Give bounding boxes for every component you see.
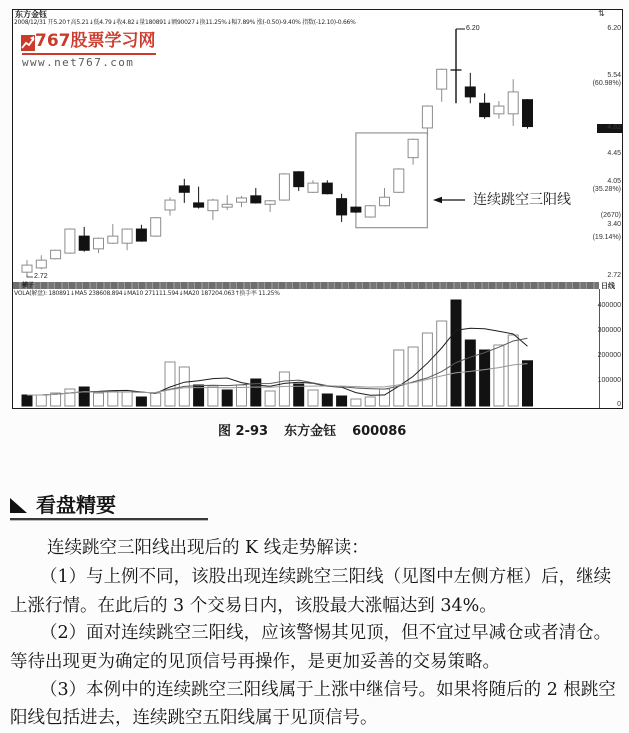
- volume-axis-label: 0: [617, 401, 621, 408]
- caption-stock-name: 东方金钰: [284, 424, 337, 439]
- current-price-marker: 4.82: [597, 124, 622, 133]
- low-price-label: 2.72: [34, 273, 48, 280]
- price-axis-pct-label: (35.28%): [592, 186, 621, 193]
- body-text-line: （2）面对连续跳空三阳线，应该警惕其见顶，但不宜过早减仓或者清仓。: [40, 623, 612, 643]
- stock-name: 东方金钰: [15, 10, 47, 19]
- body-text-line: 等待出现更为确定的见顶信号再操作，是更加妥善的交易策略。: [10, 652, 500, 672]
- chart-frame: [12, 9, 623, 409]
- volume-axis-label: 400000: [597, 302, 621, 309]
- volume-axis-label: 300000: [597, 327, 621, 334]
- body-text-line: 连续跳空三阳线出现后的 K 线走势解读：: [47, 538, 369, 558]
- price-axis-label: 2.72: [607, 272, 621, 279]
- body-text-line: 阳线包括进去，连续跳空五阳线属于见顶信号。: [10, 708, 378, 728]
- price-axis-label: 6.20: [607, 25, 621, 32]
- watermark-url: www.net767.com: [22, 56, 135, 69]
- figure-number: 图 2-93: [218, 424, 269, 439]
- price-axis-label: 3.40: [607, 221, 621, 228]
- watermark-brand: 767股票学习网: [35, 31, 156, 51]
- volume-axis-label: 100000: [597, 377, 621, 384]
- volume-axis-label: 200000: [597, 352, 621, 359]
- panel-separator-band: [13, 282, 599, 289]
- caption-stock-code: 600086: [352, 424, 407, 439]
- figure-caption: [218, 424, 406, 440]
- section-title: 看盘精要: [36, 493, 116, 517]
- watermark-rule: [22, 53, 156, 55]
- price-axis-label: 5.54: [607, 72, 621, 79]
- price-axis-index-label: (2670): [600, 212, 621, 219]
- section-underline: [10, 518, 208, 520]
- body-text-line: （1）与上例不同，该股出现连续跳空三阳线（见图中左侧方框）后，继续: [40, 567, 612, 587]
- stock-trend-logo-icon: [21, 35, 35, 51]
- price-axis-pct-label: (19.14%): [592, 234, 621, 241]
- box-annotation-label: 连续跳空三阳线: [473, 192, 571, 208]
- band-label: 横子: [22, 282, 35, 289]
- scroll-arrows-icon: ⇅: [598, 9, 605, 18]
- section-triangle-icon: [10, 498, 27, 513]
- quote-info-line: 2008/12/31 开5.20↑高5.21↓低4.79↓收4.82↓量180891↓额90027↓换11.25%↓幅7.89% 涨(-0.50)-9.40% 指数(-12.10)-0.66%: [14, 19, 356, 26]
- body-text-line: （3）本例中的连续跳空三阳线属于上涨中继信号。如果将随后的 2 根跳空: [40, 680, 616, 700]
- high-price-label: 6.20: [466, 25, 480, 32]
- period-label: 日线: [601, 282, 615, 290]
- price-axis-label: 4.45: [607, 150, 621, 157]
- body-text-line: 上涨行情。在此后的 3 个交易日内，该股最大涨幅达到 34%。: [10, 596, 497, 616]
- volume-info-line: VOLA(解盘): 180891↓MA5 238608.894↓MA10 271111.594↓MA20 187204.063↑换手率 11.25%: [14, 290, 280, 297]
- price-axis-label: 4.05: [607, 178, 621, 185]
- price-axis-pct-label: (60.98%): [592, 80, 621, 87]
